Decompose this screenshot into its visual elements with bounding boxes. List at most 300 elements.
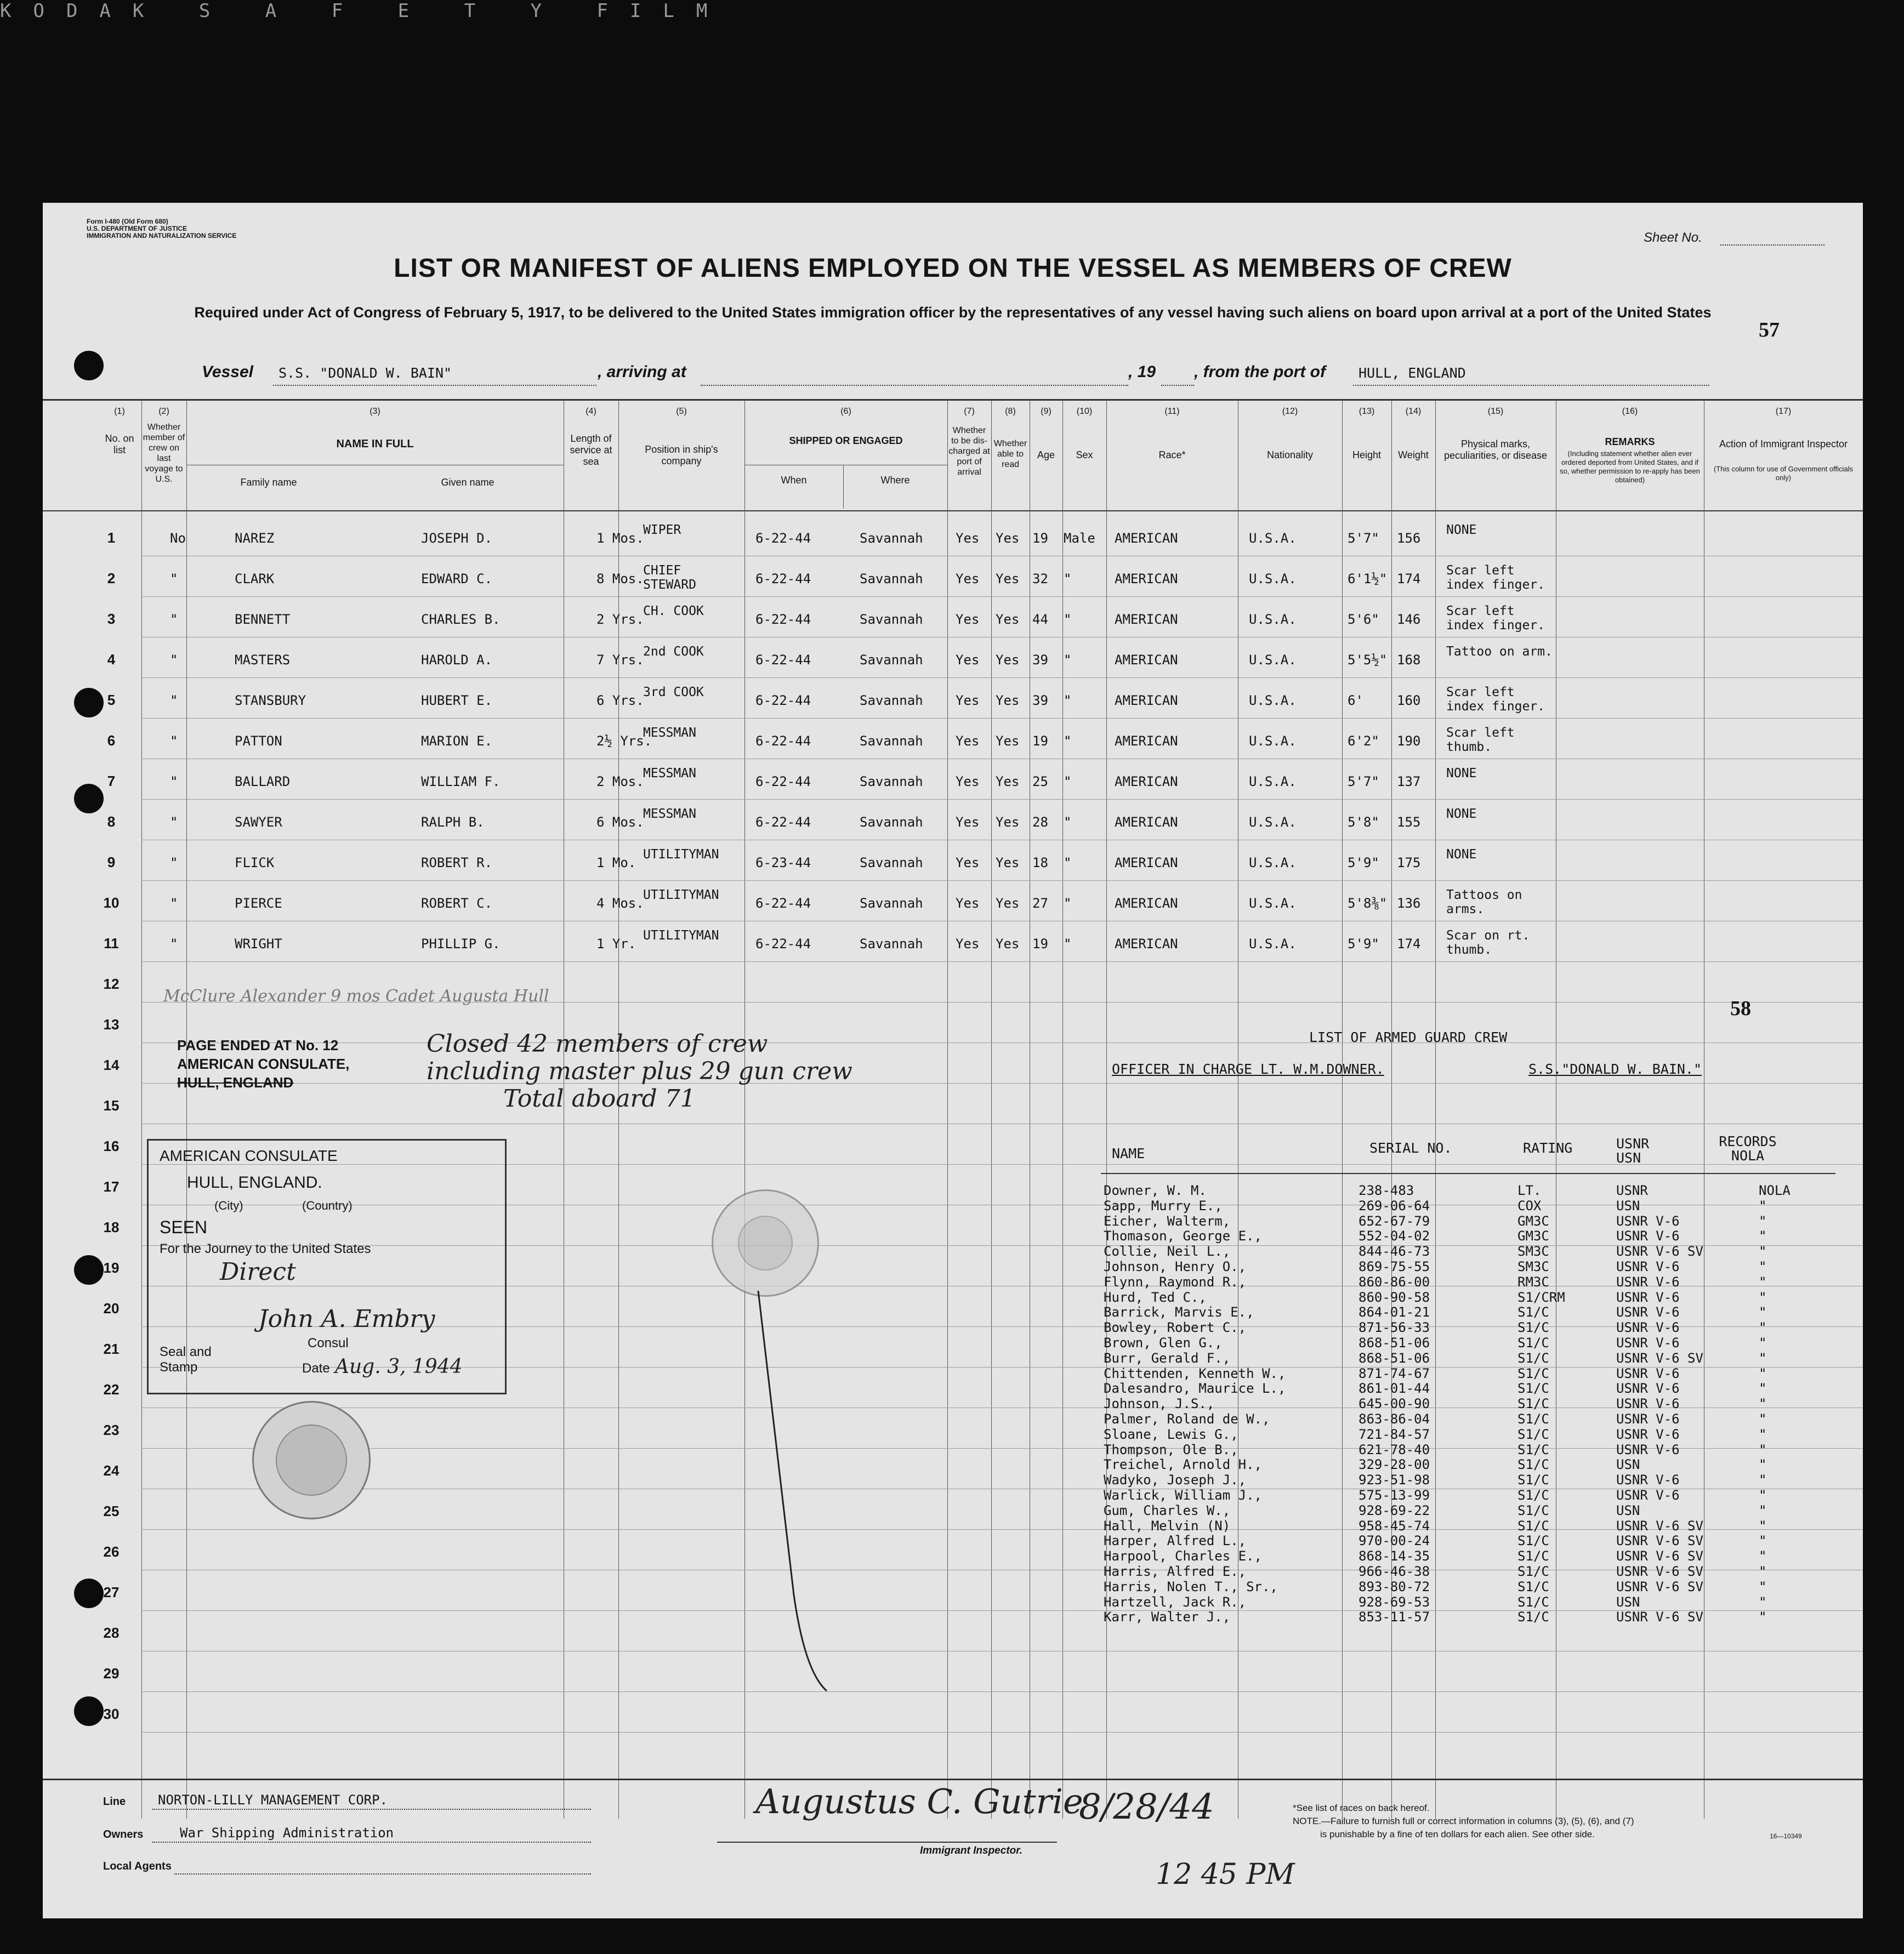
cell-read: Yes <box>996 855 1020 870</box>
ag-header-name: NAME <box>1112 1146 1145 1161</box>
col-number: (15) <box>1487 407 1504 416</box>
note-line: Total aboard 71 <box>503 1085 696 1113</box>
cell-prev: " <box>170 814 178 830</box>
ag-rating: S1/C <box>1517 1594 1549 1610</box>
embossed-seal <box>712 1189 819 1297</box>
cell-when: 6-22-44 <box>755 571 811 586</box>
cell-when: 6-22-44 <box>755 774 811 789</box>
ag-serial: 861-01-44 <box>1359 1381 1430 1397</box>
ag-branch: USNR V-6 <box>1616 1472 1680 1488</box>
cell-height: 5'7" <box>1348 774 1379 789</box>
cell-race: AMERICAN <box>1115 855 1178 870</box>
row-number: 20 <box>103 1300 120 1317</box>
row-rule <box>141 677 1863 678</box>
cell-height: 5'7" <box>1348 531 1379 546</box>
ag-branch: USNR V-6 <box>1616 1320 1680 1336</box>
department-line: U.S. DEPARTMENT OF JUSTICE <box>87 225 187 232</box>
col-header-family-name: Family name <box>240 477 297 488</box>
cell-marks: NONE <box>1446 847 1477 862</box>
ag-rec: " <box>1759 1198 1767 1214</box>
ag-branch: USNR V-6 <box>1616 1335 1680 1351</box>
row-number: 4 <box>107 651 116 668</box>
ag-branch: USNR V-6 <box>1616 1289 1680 1305</box>
cell-weight: 175 <box>1397 855 1421 870</box>
row-number: 21 <box>103 1341 120 1357</box>
ag-rating: LT. <box>1517 1183 1542 1198</box>
ag-serial: 871-56-33 <box>1359 1320 1430 1336</box>
cell-prev: " <box>170 936 178 952</box>
cell-marks: Tattoos on arms. <box>1446 888 1522 916</box>
ag-name: Bowley, Robert C., <box>1104 1320 1247 1336</box>
from-port-underline <box>1353 385 1709 386</box>
col-header-age: Age <box>1037 449 1055 460</box>
cell-where: Savannah <box>860 855 923 870</box>
ag-rating: S1/C <box>1517 1426 1549 1442</box>
col-number: (5) <box>676 407 687 416</box>
cell-when: 6-22-44 <box>755 814 811 830</box>
ag-serial: 928-69-53 <box>1359 1594 1430 1610</box>
arriving-underline <box>701 385 1128 386</box>
cell-prev: " <box>170 855 178 870</box>
cell-where: Savannah <box>860 531 923 546</box>
ag-name: Sloane, Lewis G., <box>1104 1426 1238 1442</box>
row-rule <box>141 1448 1863 1449</box>
cell-age: 39 <box>1032 652 1048 668</box>
ag-branch: USNR V-6 SV <box>1616 1579 1703 1594</box>
cell-race: AMERICAN <box>1115 896 1178 911</box>
cell-given: HAROLD A. <box>421 652 493 668</box>
cell-race: AMERICAN <box>1115 774 1178 789</box>
cell-discharged: Yes <box>956 693 980 708</box>
row-number: 27 <box>103 1584 120 1600</box>
punch-hole <box>74 1579 104 1608</box>
cell-position: WIPER <box>643 523 681 537</box>
footer-owners-value: War Shipping Administration <box>180 1825 394 1841</box>
ag-rec: " <box>1759 1609 1767 1625</box>
col-header-race: Race* <box>1158 449 1186 460</box>
ag-serial: 958-45-74 <box>1359 1518 1430 1534</box>
col-number: (12) <box>1282 407 1298 416</box>
col-number: (17) <box>1775 407 1792 416</box>
row-number: 25 <box>103 1503 120 1519</box>
ag-name: Thomason, George E., <box>1104 1228 1262 1244</box>
cell-length: 2½ Yrs. <box>596 733 652 749</box>
sheet-number-line <box>1720 244 1825 246</box>
col-header-nationality: Nationality <box>1266 449 1314 460</box>
cell-weight: 156 <box>1397 531 1421 546</box>
ag-name: Johnson, Henry O., <box>1104 1259 1247 1274</box>
footer-owners-label: Owners <box>103 1828 144 1841</box>
cell-race: AMERICAN <box>1115 652 1178 668</box>
ag-serial: 269-06-64 <box>1359 1198 1430 1214</box>
cell-weight: 190 <box>1397 733 1421 749</box>
col-number: (7) <box>964 407 975 416</box>
cell-given: WILLIAM F. <box>421 774 501 789</box>
handwritten-closing-note <box>427 1030 852 1113</box>
ag-name: Harpool, Charles E., <box>1104 1548 1262 1564</box>
ag-name: Collie, Neil L., <box>1104 1244 1231 1260</box>
ag-branch: USNR V-6 <box>1616 1442 1680 1457</box>
cell-length: 1 Mo. <box>596 855 636 870</box>
cell-nationality: U.S.A. <box>1249 652 1297 668</box>
ag-name: Harper, Alfred L., <box>1104 1533 1247 1549</box>
ag-serial: 652-67-79 <box>1359 1213 1430 1229</box>
ag-rating: COX <box>1517 1198 1542 1214</box>
cell-when: 6-22-44 <box>755 936 811 952</box>
row-rule <box>141 596 1863 597</box>
cell-given: PHILLIP G. <box>421 936 501 952</box>
cell-nationality: U.S.A. <box>1249 571 1297 586</box>
ag-rating: GM3C <box>1517 1228 1549 1244</box>
seal-eagle-emblem <box>738 1216 793 1271</box>
cell-where: Savannah <box>860 693 923 708</box>
cell-where: Savannah <box>860 774 923 789</box>
cell-where: Savannah <box>860 571 923 586</box>
footer-line-value: NORTON-LILLY MANAGEMENT CORP. <box>158 1792 388 1808</box>
ag-rec: " <box>1759 1244 1767 1260</box>
col-header-discharged: Whether to be dis-charged at port of arrival <box>948 426 990 477</box>
cell-marks: NONE <box>1446 766 1477 781</box>
ag-rating: S1/C <box>1517 1502 1549 1518</box>
form-id-line: Form I-480 (Old Form 680) <box>87 218 168 225</box>
col-header-shipped: SHIPPED OR ENGAGED <box>789 435 903 446</box>
ag-branch: USNR V-6 SV <box>1616 1564 1703 1579</box>
cell-marks: Scar left thumb. <box>1446 726 1515 754</box>
cell-where: Savannah <box>860 612 923 627</box>
cell-prev: " <box>170 652 178 668</box>
ag-branch: USNR V-6 <box>1616 1228 1680 1244</box>
cell-age: 18 <box>1032 855 1048 870</box>
page-ended-stamp <box>177 1036 349 1092</box>
cell-prev: " <box>170 774 178 789</box>
ag-rating: S1/C <box>1517 1365 1549 1381</box>
footer-note-penalty: NOTE.—Failure to furnish full or correct information in columns (3), (5), (6), and (7) <box>1293 1816 1634 1826</box>
punch-hole <box>74 351 104 380</box>
row-rule <box>141 1529 1863 1530</box>
cell-read: Yes <box>996 612 1020 627</box>
cell-marks: Tattoo on arm. <box>1446 645 1553 659</box>
punch-hole <box>74 1255 104 1285</box>
ag-name: Eicher, Walterm, <box>1104 1213 1231 1229</box>
cell-weight: 160 <box>1397 693 1421 708</box>
row-number: 12 <box>103 976 120 992</box>
page-number-stamp-2: 58 <box>1730 997 1751 1020</box>
cell-given: HUBERT E. <box>421 693 493 708</box>
col-number: (6) <box>840 407 851 416</box>
row-rule <box>141 718 1863 719</box>
cell-length: 2 Yrs. <box>596 612 644 627</box>
cell-when: 6-22-44 <box>755 652 811 668</box>
page-subtitle: Required under Act of Congress of February 5, 1917, to be delivered to the United States immigration officer by the representatives of any vessel having such aliens on board upon arrival at a port of the United States <box>194 304 1712 321</box>
ag-rec: " <box>1759 1259 1767 1274</box>
ag-branch: USN <box>1616 1457 1640 1473</box>
cell-age: 28 <box>1032 814 1048 830</box>
cell-nationality: U.S.A. <box>1249 855 1297 870</box>
ag-branch: USNR V-6 <box>1616 1488 1680 1503</box>
cell-age: 32 <box>1032 571 1048 586</box>
col-header-weight: Weight <box>1398 449 1429 460</box>
cell-given: RALPH B. <box>421 814 485 830</box>
ag-rec: " <box>1759 1335 1767 1351</box>
ag-name: Karr, Walter J., <box>1104 1609 1231 1625</box>
row-number: 22 <box>103 1381 120 1398</box>
cell-sex: " <box>1064 571 1072 586</box>
cell-race: AMERICAN <box>1115 531 1178 546</box>
vessel-name: S.S. "DONALD W. BAIN" <box>279 365 452 381</box>
cell-race: AMERICAN <box>1115 733 1178 749</box>
footer-agents-label: Local Agents <box>103 1860 172 1872</box>
ag-rec: " <box>1759 1396 1767 1412</box>
col-divider <box>1062 399 1063 1819</box>
ag-rating: S1/C <box>1517 1411 1549 1427</box>
armed-guard-ship: S.S."DONALD W. BAIN." <box>1528 1061 1702 1077</box>
col-header-name: NAME IN FULL <box>336 438 414 450</box>
cell-when: 6-22-44 <box>755 733 811 749</box>
row-number: 15 <box>103 1097 120 1114</box>
cell-sex: " <box>1064 733 1072 749</box>
cell-height: 6'1½" <box>1348 571 1388 586</box>
ag-serial: 868-14-35 <box>1359 1548 1430 1564</box>
cell-height: 5'6" <box>1348 612 1379 627</box>
cell-position: UTILITYMAN <box>643 928 719 943</box>
cell-read: Yes <box>996 693 1020 708</box>
ag-rating: S1/C <box>1517 1442 1549 1457</box>
stamp-seen: SEEN <box>160 1217 208 1237</box>
ag-branch: USNR V-6 <box>1616 1381 1680 1397</box>
cell-length: 2 Mos. <box>596 774 644 789</box>
ag-rec: " <box>1759 1548 1767 1564</box>
col-number: (10) <box>1076 407 1093 416</box>
stamp-city: HULL, ENGLAND. <box>187 1173 322 1192</box>
col-divider <box>1342 399 1343 1819</box>
ag-name: Downer, W. M. <box>1104 1183 1207 1198</box>
cell-given: JOSEPH D. <box>421 531 493 546</box>
cell-nationality: U.S.A. <box>1249 896 1297 911</box>
cell-given: ROBERT C. <box>421 896 493 911</box>
ag-name: Johnson, J.S., <box>1104 1396 1215 1412</box>
cell-family: WRIGHT <box>235 936 282 952</box>
col-header-where: Where <box>880 475 910 486</box>
ag-serial: 893-80-72 <box>1359 1579 1430 1594</box>
cell-nationality: U.S.A. <box>1249 733 1297 749</box>
row-number: 1 <box>107 529 116 546</box>
ag-name: Hurd, Ted C., <box>1104 1289 1207 1305</box>
row-rule <box>141 799 1863 800</box>
cell-height: 6' <box>1348 693 1363 708</box>
punch-hole <box>74 784 104 813</box>
cell-family: PATTON <box>235 733 282 749</box>
form-id-block <box>87 218 236 240</box>
cell-read: Yes <box>996 936 1020 952</box>
ag-rating: S1/C <box>1517 1488 1549 1503</box>
cell-position: 3rd COOK <box>643 685 704 699</box>
cell-prev: " <box>170 896 178 911</box>
cell-family: MASTERS <box>235 652 291 668</box>
cell-age: 44 <box>1032 612 1048 627</box>
cell-weight: 137 <box>1397 774 1421 789</box>
cell-weight: 168 <box>1397 652 1421 668</box>
cell-sex: " <box>1064 612 1072 627</box>
row-number: 13 <box>103 1016 120 1033</box>
cell-age: 25 <box>1032 774 1048 789</box>
cell-read: Yes <box>996 531 1020 546</box>
col-number: (8) <box>1005 407 1016 416</box>
cell-length: 6 Yrs. <box>596 693 644 708</box>
cell-weight: 174 <box>1397 571 1421 586</box>
cell-length: 7 Yrs. <box>596 652 644 668</box>
cell-family: BALLARD <box>235 774 291 789</box>
ag-rec: " <box>1759 1564 1767 1579</box>
film-edge-marking: KODAK S A F E T Y FILM <box>0 0 730 22</box>
col-header-when: When <box>781 475 807 486</box>
consulate-line: AMERICAN CONSULATE, <box>177 1056 350 1072</box>
cell-sex: " <box>1064 896 1072 911</box>
row-number: 6 <box>107 732 116 749</box>
ag-name: Burr, Gerald F., <box>1104 1350 1231 1366</box>
cell-age: 19 <box>1032 531 1048 546</box>
ag-rec: " <box>1759 1411 1767 1427</box>
footer-rule <box>43 1779 1863 1780</box>
ag-serial: 868-51-06 <box>1359 1350 1430 1366</box>
col-number: (11) <box>1164 407 1180 416</box>
row-number: 26 <box>103 1543 120 1560</box>
row-number: 16 <box>103 1138 120 1154</box>
ag-name: Harris, Alfred E., <box>1104 1564 1247 1579</box>
page-ended-line: PAGE ENDED AT No. 12 <box>177 1037 339 1053</box>
ag-branch: USNR V-6 <box>1616 1396 1680 1412</box>
cell-length: 8 Mos. <box>596 571 644 586</box>
stamp-journey-line: For the Journey to the United States <box>160 1241 371 1256</box>
row-number: 19 <box>103 1260 120 1276</box>
cell-nationality: U.S.A. <box>1249 814 1297 830</box>
ag-header-serial: SERIAL NO. <box>1369 1140 1452 1156</box>
stamp-city-label: (City) <box>214 1199 243 1212</box>
ag-rec: " <box>1759 1213 1767 1229</box>
hull-line: HULL, ENGLAND <box>177 1074 294 1091</box>
col-number: (16) <box>1622 407 1638 416</box>
stamp-date-value: Aug. 3, 1944 <box>335 1355 463 1378</box>
handwritten-date: 8/28/44 <box>1079 1787 1214 1827</box>
cell-age: 27 <box>1032 896 1048 911</box>
cell-position: CHIEF STEWARD <box>643 563 696 592</box>
row-rule <box>141 1042 1863 1043</box>
cell-sex: " <box>1064 855 1072 870</box>
service-line: IMMIGRATION AND NATURALIZATION SERVICE <box>87 232 237 240</box>
ag-serial: 721-84-57 <box>1359 1426 1430 1442</box>
cell-prev: " <box>170 693 178 708</box>
row-number: 3 <box>107 611 116 627</box>
stamp-country-label: (Country) <box>302 1199 353 1212</box>
cell-height: 5'9" <box>1348 855 1379 870</box>
cell-nationality: U.S.A. <box>1249 612 1297 627</box>
col-number: (9) <box>1041 407 1052 416</box>
col-divider <box>947 399 948 1819</box>
cell-nationality: U.S.A. <box>1249 936 1297 952</box>
ag-serial: 923-51-98 <box>1359 1472 1430 1488</box>
cell-prev: " <box>170 612 178 627</box>
ag-rating: S1/C <box>1517 1335 1549 1351</box>
stamp-consul-label: Consul <box>308 1336 349 1351</box>
row-number: 17 <box>103 1178 120 1195</box>
cell-sex: Male <box>1064 531 1095 546</box>
ag-rating: RM3C <box>1517 1274 1549 1290</box>
cell-discharged: Yes <box>956 936 980 952</box>
ag-branch: USNR V-6 SV <box>1616 1609 1703 1625</box>
ag-name: Barrick, Marvis E., <box>1104 1304 1254 1320</box>
handwritten-time: 12 45 PM <box>1156 1858 1295 1891</box>
cell-position: UTILITYMAN <box>643 888 719 902</box>
ag-serial: 621-78-40 <box>1359 1442 1430 1457</box>
ag-rec: " <box>1759 1472 1767 1488</box>
ag-branch: USN <box>1616 1502 1640 1518</box>
page-number-stamp: 57 <box>1759 318 1780 341</box>
row-number: 10 <box>103 895 120 911</box>
col-header-no: No. on list <box>105 433 134 455</box>
ag-serial: 869-75-55 <box>1359 1259 1430 1274</box>
cell-weight: 136 <box>1397 896 1421 911</box>
stamp-seal-label: Seal and <box>160 1345 212 1359</box>
cell-read: Yes <box>996 571 1020 586</box>
cell-age: 19 <box>1032 936 1048 952</box>
footer-form-code: 16—10349 <box>1770 1832 1802 1840</box>
punch-hole <box>74 1696 104 1726</box>
ag-header-records: RECORDS NOLA <box>1719 1133 1777 1164</box>
cell-family: BENNETT <box>235 612 291 627</box>
ag-serial: 552-04-02 <box>1359 1228 1430 1244</box>
cell-read: Yes <box>996 814 1020 830</box>
note-line: including master plus 29 gun crew <box>427 1057 852 1085</box>
ag-rec: " <box>1759 1289 1767 1305</box>
col-number: (4) <box>586 407 596 416</box>
cell-race: AMERICAN <box>1115 612 1178 627</box>
ag-branch: USNR V-6 SV <box>1616 1548 1703 1564</box>
ag-branch: USNR V-6 <box>1616 1365 1680 1381</box>
arriving-label: , arriving at <box>598 363 686 381</box>
stamp-stamp-label: Stamp <box>160 1360 198 1375</box>
ag-rating: S1/C <box>1517 1609 1549 1625</box>
col-header-read: Whether able to read <box>993 439 1027 469</box>
col-header-length-service: Length of service at sea <box>570 433 612 467</box>
row-rule <box>141 961 1863 962</box>
ag-serial: 575-13-99 <box>1359 1488 1430 1503</box>
ag-branch: USNR V-6 SV <box>1616 1244 1703 1260</box>
cell-prev: " <box>170 571 178 586</box>
cell-family: SAWYER <box>235 814 282 830</box>
col-divider <box>991 399 992 1819</box>
ag-rating: S1/C <box>1517 1304 1549 1320</box>
cell-height: 5'5½" <box>1348 652 1388 668</box>
page-title: LIST OR MANIFEST OF ALIENS EMPLOYED ON THE VESSEL AS MEMBERS OF CREW <box>394 254 1512 283</box>
ag-rec: " <box>1759 1533 1767 1549</box>
cell-discharged: Yes <box>956 896 980 911</box>
cell-read: Yes <box>996 774 1020 789</box>
col-header-inspector-action: Action of Immigrant Inspector <box>1719 438 1848 449</box>
ag-rec: " <box>1759 1488 1767 1503</box>
footer-line-underline <box>152 1809 591 1810</box>
consulate-stamp <box>147 1139 507 1394</box>
cell-discharged: Yes <box>956 652 980 668</box>
ag-branch: USNR V-6 <box>1616 1304 1680 1320</box>
ag-serial: 868-51-06 <box>1359 1335 1430 1351</box>
ag-branch: USNR V-6 <box>1616 1274 1680 1290</box>
cell-discharged: Yes <box>956 612 980 627</box>
row-rule <box>141 880 1863 881</box>
ag-serial: 928-69-22 <box>1359 1502 1430 1518</box>
ag-rec: " <box>1759 1502 1767 1518</box>
cell-prev: No <box>170 531 186 546</box>
cell-given: MARION E. <box>421 733 493 749</box>
cell-nationality: U.S.A. <box>1249 693 1297 708</box>
